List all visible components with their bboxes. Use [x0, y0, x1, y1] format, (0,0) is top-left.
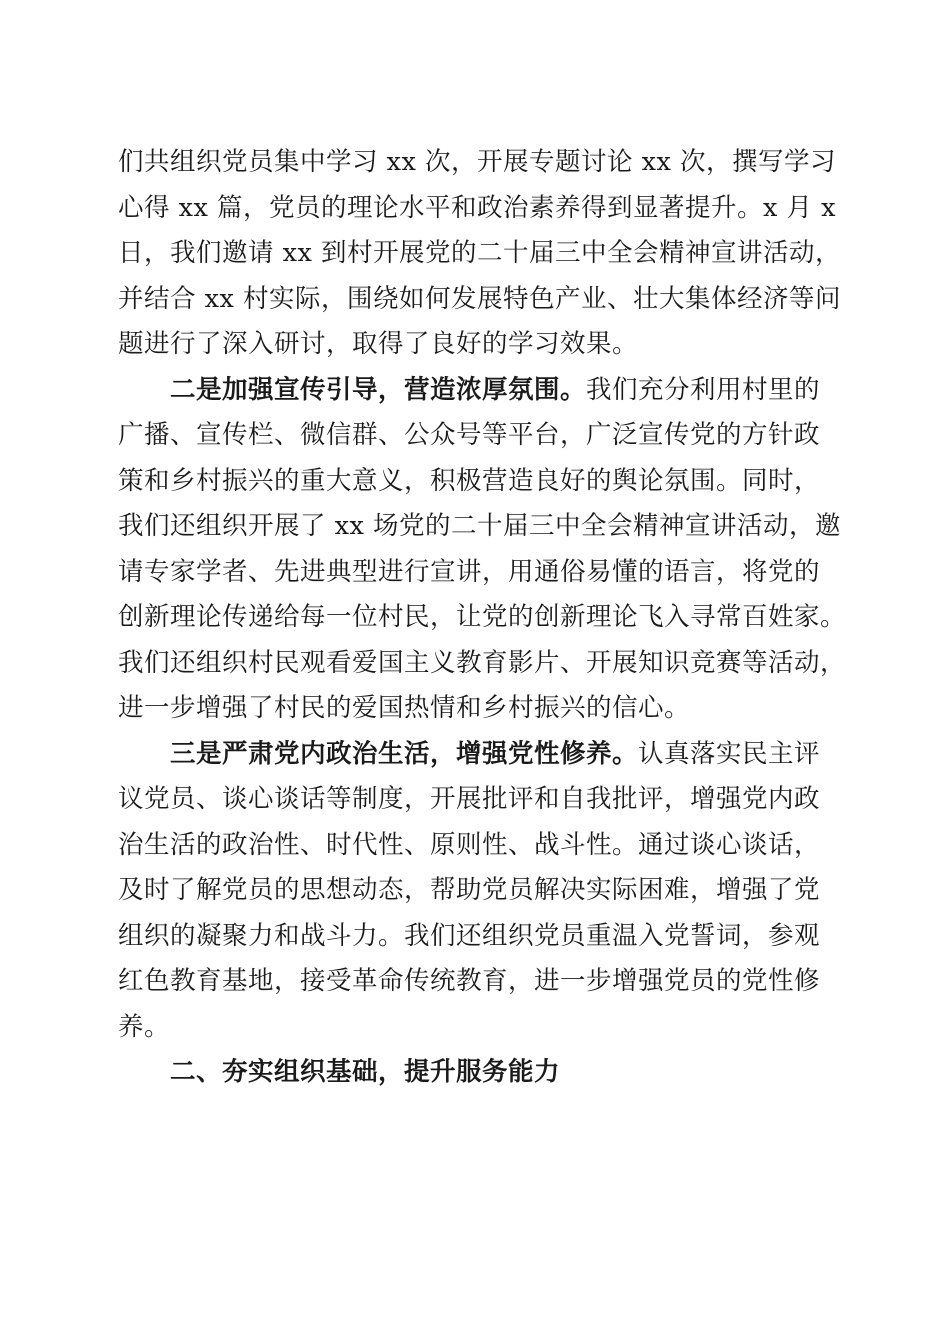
- text-line: 及时了解党员的思想动态，帮助党员解决实际困难，增强了党: [118, 875, 821, 905]
- document-page: [118, 140, 847, 1096]
- paragraph-lead-heading: 三是严肃党内政治生活，增强党性修养。: [170, 738, 639, 769]
- text-line: 日，我们邀请 xx 到村开展党的二十届三中全会精神宣讲活动，: [118, 238, 841, 268]
- text-segment: 我们充分利用村里的: [586, 374, 821, 405]
- text-line: 红色教育基地，接受革命传统教育，进一步增强党员的党性修: [118, 966, 821, 996]
- text-line: 我们还组织村民观看爱国主义教育影片、开展知识竞赛等活动，: [118, 647, 847, 678]
- paragraph-first-line: [118, 368, 838, 414]
- text-line: 治生活的政治性、时代性、原则性、战斗性。通过谈心谈话，: [118, 829, 821, 860]
- text-line: 请专家学者、先进典型进行宣讲，用通俗易懂的语言，将党的: [118, 556, 821, 587]
- text-line: 心得 xx 篇，党员的理论水平和政治素养得到显著提升。x 月 x: [118, 192, 836, 223]
- text-line: 组织的凝聚力和战斗力。我们还组织党员重温入党誓词，参观: [118, 920, 821, 951]
- text-line: 进一步增强了村民的爱国热情和乡村振兴的信心。: [118, 693, 691, 723]
- text-line: 创新理论传递给每一位村民，让党的创新理论飞入寻常百姓家。: [118, 602, 847, 632]
- text-line: 养。: [118, 1011, 171, 1042]
- text-line: 议党员、谈心谈话等制度，开展批评和自我批评，增强党内政: [118, 784, 821, 814]
- text-line: 们共组织党员集中学习 xx 次，开展专题讨论 xx 次，撰写学习: [118, 147, 836, 177]
- section-heading: 二、夯实组织基础，提升服务能力: [170, 1057, 561, 1087]
- paragraph-party-life: [118, 732, 838, 1051]
- paragraph-study-results: [118, 140, 841, 368]
- paragraph-lead-heading: 二是加强宣传引导，营造浓厚氛围。: [170, 374, 587, 405]
- text-line: 题进行了深入研讨，取得了良好的学习效果。: [118, 329, 639, 359]
- text-line: 策和乡村振兴的重大意义，积极营造良好的舆论氛围。同时，: [118, 465, 821, 496]
- text-segment: 认真落实民主评: [638, 738, 821, 769]
- paragraph-publicity: [118, 368, 847, 732]
- paragraph-first-line: [118, 732, 838, 778]
- text-line: 并结合 xx 村实际，围绕如何发展特色产业、壮大集体经济等问: [118, 283, 841, 314]
- text-line: 我们还组织开展了 xx 场党的二十届三中全会精神宣讲活动，邀: [118, 511, 841, 541]
- text-line: 广播、宣传栏、微信群、公众号等平台，广泛宣传党的方针政: [118, 420, 821, 450]
